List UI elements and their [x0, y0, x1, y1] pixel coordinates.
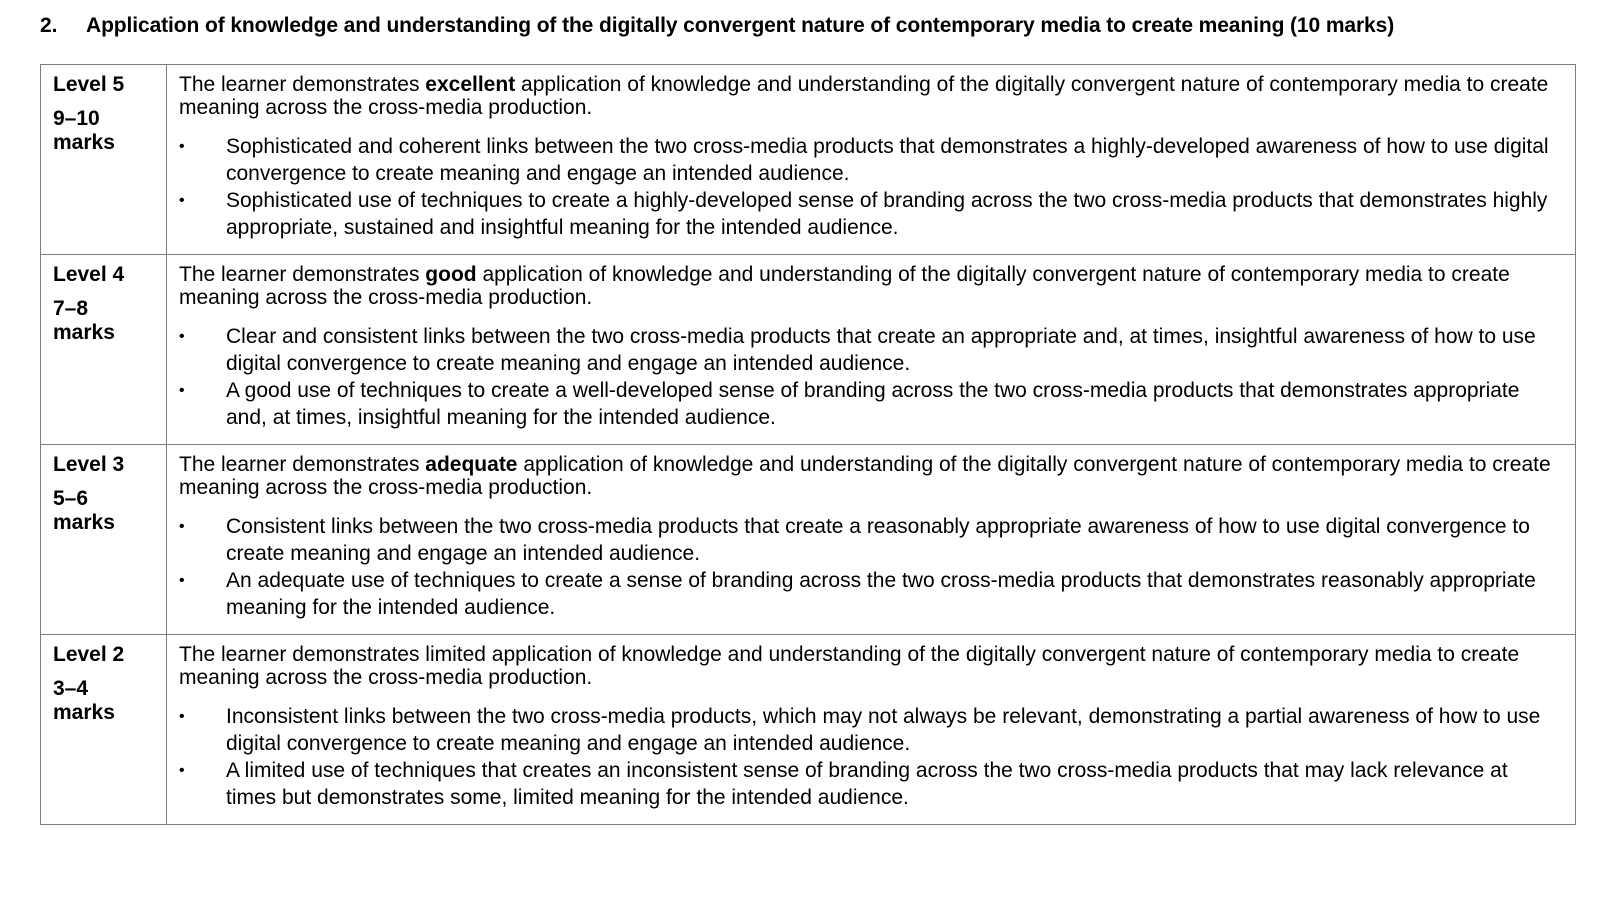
section-heading: [40, 14, 1394, 38]
list-item: • Clear and consistent links between the two cross-media products that create an appropriate and, at times, insightful awareness of how to use digital convergence to create meaning and engage an intended audience.: [179, 325, 1536, 375]
mark-range: 5–6: [53, 487, 89, 510]
marking-rubric-table: [40, 64, 1576, 825]
mark-range: 9–10: [53, 107, 100, 130]
bullet-icon: •: [179, 328, 185, 345]
level-label: Level 4: [53, 263, 125, 286]
level-cell: [41, 255, 167, 445]
marks-label: marks: [53, 321, 115, 344]
criteria-list: [179, 703, 1561, 811]
list-item: • Inconsistent links between the two cross-media products, which may not always be relevant, demonstrating a partial awareness of how to use digital convergence to create meaning and engage an intended audience.: [179, 705, 1541, 755]
level-cell: [41, 445, 167, 635]
level-descriptor: The learner demonstrates excellent application of knowledge and understanding of the digitally convergent nature of contemporary media to create meaning across the cross-media production.: [179, 73, 1549, 119]
level-label: Level 2: [53, 643, 125, 666]
criteria-list: [179, 513, 1561, 621]
level-descriptor: The learner demonstrates limited application of knowledge and understanding of the digitally convergent nature of contemporary media to create meaning across the cross-media production.: [179, 643, 1520, 689]
level-label: Level 3: [53, 453, 125, 476]
level-label: Level 5: [53, 73, 125, 96]
list-item: • Sophisticated use of techniques to create a highly-developed sense of branding across the two cross-media products that demonstrates highly appropriate, sustained and insightful meaning for the intended audience.: [179, 189, 1548, 239]
bullet-icon: •: [179, 708, 185, 725]
rubric-row-level-2: [41, 635, 1576, 825]
bullet-icon: •: [179, 762, 185, 779]
mark-range: 7–8: [53, 297, 89, 320]
list-item: • A limited use of techniques that creates an inconsistent sense of branding across the two cross-media products that may lack relevance at times but demonstrates some, limited meaning for the intended audience.: [179, 759, 1508, 809]
level-descriptor: The learner demonstrates adequate application of knowledge and understanding of the digitally convergent nature of contemporary media to create meaning across the cross-media production.: [179, 453, 1551, 499]
list-item: • An adequate use of techniques to create a sense of branding across the two cross-media products that demonstrates reasonably appropriate meaning for the intended audience.: [179, 569, 1536, 619]
descriptor-emphasis: excellent: [425, 73, 516, 96]
rubric-row-level-5: [41, 65, 1576, 255]
rubric-row-level-3: [41, 445, 1576, 635]
rubric-row-level-4: [41, 255, 1576, 445]
bullet-icon: •: [179, 138, 185, 155]
section-title: Application of knowledge and understanding of the digitally convergent nature of contemporary media to create meaning (10 marks): [86, 14, 1395, 37]
list-item: • Sophisticated and coherent links between the two cross-media products that demonstrates a highly-developed awareness of how to use digital convergence to create meaning and engage an intended audience.: [179, 135, 1549, 185]
descriptor-emphasis: good: [425, 263, 477, 286]
descriptor-cell: [167, 255, 1576, 445]
list-item: • A good use of techniques to create a well-developed sense of branding across the two cross-media products that demonstrates appropriate and, at times, insightful meaning for the intended audience.: [179, 379, 1520, 429]
marks-label: marks: [53, 131, 115, 154]
marks-label: marks: [53, 511, 115, 534]
bullet-icon: •: [179, 518, 185, 535]
level-cell: [41, 65, 167, 255]
bullet-icon: •: [179, 192, 185, 209]
descriptor-cell: [167, 635, 1576, 825]
list-item: • Consistent links between the two cross-media products that create a reasonably appropriate awareness of how to use digital convergence to create meaning and engage an intended audience.: [179, 515, 1530, 565]
criteria-list: [179, 133, 1561, 241]
descriptor-cell: [167, 65, 1576, 255]
descriptor-emphasis: adequate: [425, 453, 518, 476]
marks-label: marks: [53, 701, 115, 724]
mark-range: 3–4: [53, 677, 89, 700]
level-cell: [41, 635, 167, 825]
descriptor-cell: [167, 445, 1576, 635]
bullet-icon: •: [179, 572, 185, 589]
level-descriptor: The learner demonstrates good application of knowledge and understanding of the digitally convergent nature of contemporary media to create meaning across the cross-media production.: [179, 263, 1510, 309]
section-number: 2.: [40, 14, 58, 37]
bullet-icon: •: [179, 382, 185, 399]
criteria-list: [179, 323, 1561, 431]
